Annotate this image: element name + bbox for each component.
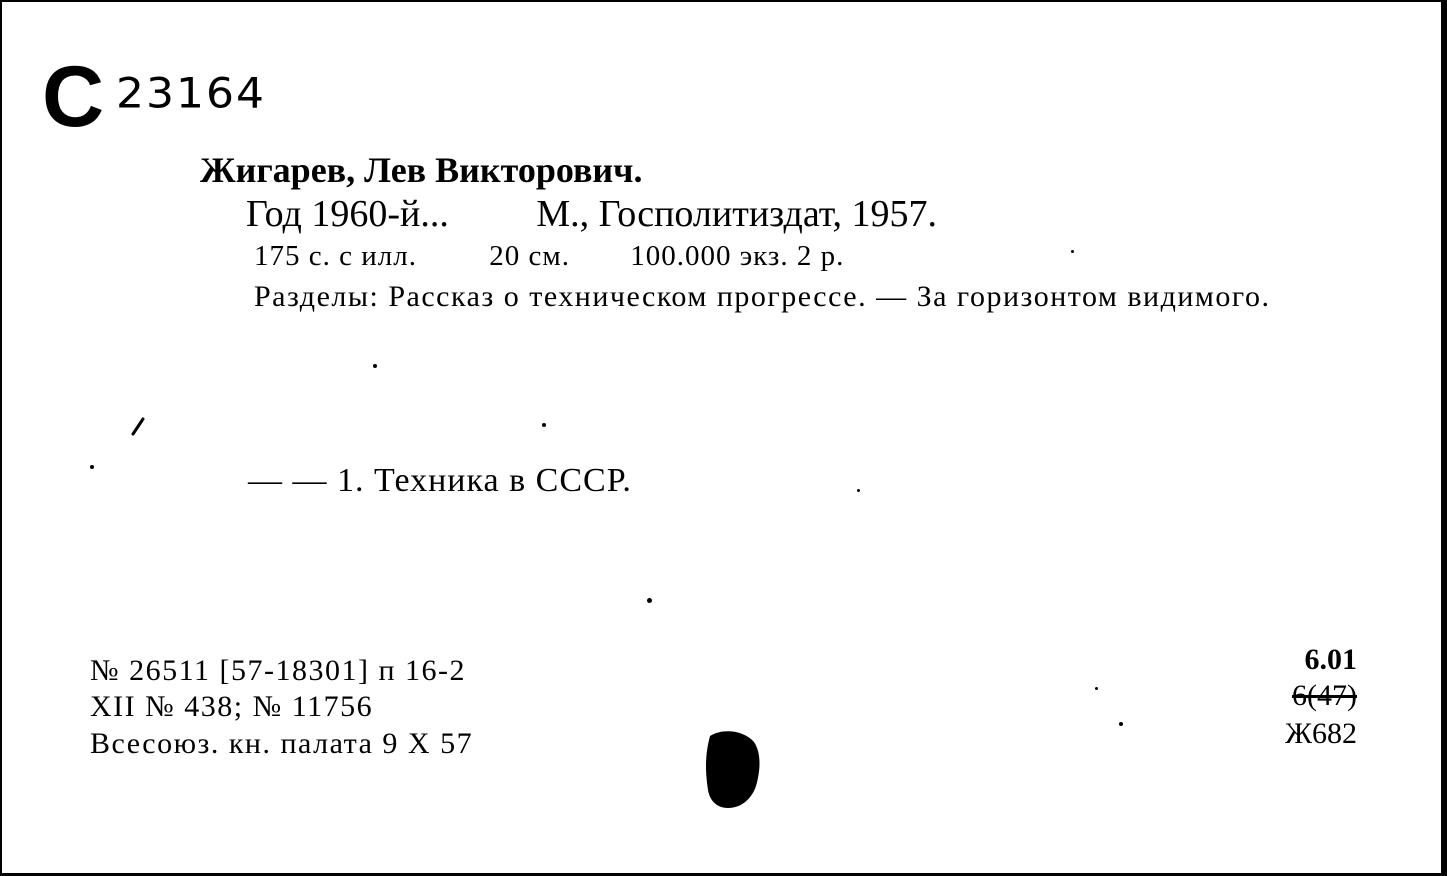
ink-blot: [702, 728, 762, 810]
class-number-handwritten: 23164: [116, 69, 266, 118]
imprint-line: № 26511 [57-18301] п 16-2: [90, 654, 467, 687]
pages: 175 с. с илл.: [254, 240, 417, 272]
ink-speck: [1071, 250, 1074, 253]
classification-index: 6.01: [1304, 643, 1357, 676]
subject-heading: — — 1. Техника в СССР.: [248, 462, 632, 499]
ink-speck: [373, 364, 377, 368]
ink-speck: [1095, 687, 1098, 690]
class-letter: С: [42, 49, 105, 145]
ink-speck: [90, 465, 94, 469]
imprint-line: Всесоюз. кн. палата 9 X 57: [90, 727, 474, 760]
physical-description: [254, 242, 844, 271]
pencil-mark: [130, 416, 146, 436]
ink-speck: [542, 423, 546, 427]
book-title: Год 1960-й...: [246, 193, 449, 235]
contents-note: Разделы: Рассказ о техническом прогрессе. — За горизонтом видимого.: [254, 280, 1271, 313]
ink-speck: [1119, 722, 1123, 726]
book-size: 20 см.: [489, 240, 570, 272]
title-line: [246, 195, 937, 233]
copies-price: 100.000 экз. 2 р.: [630, 240, 845, 272]
author-mark: Ж682: [1285, 717, 1357, 750]
ink-speck: [647, 598, 652, 603]
author-heading: Жигарев, Лев Викторович.: [200, 150, 643, 190]
ink-speck: [857, 489, 860, 492]
imprint-line: XII № 438; № 11756: [90, 690, 374, 723]
classification-old-index: 6(47): [1292, 679, 1357, 712]
publication-info: М., Госполитиздат, 1957.: [536, 193, 937, 235]
